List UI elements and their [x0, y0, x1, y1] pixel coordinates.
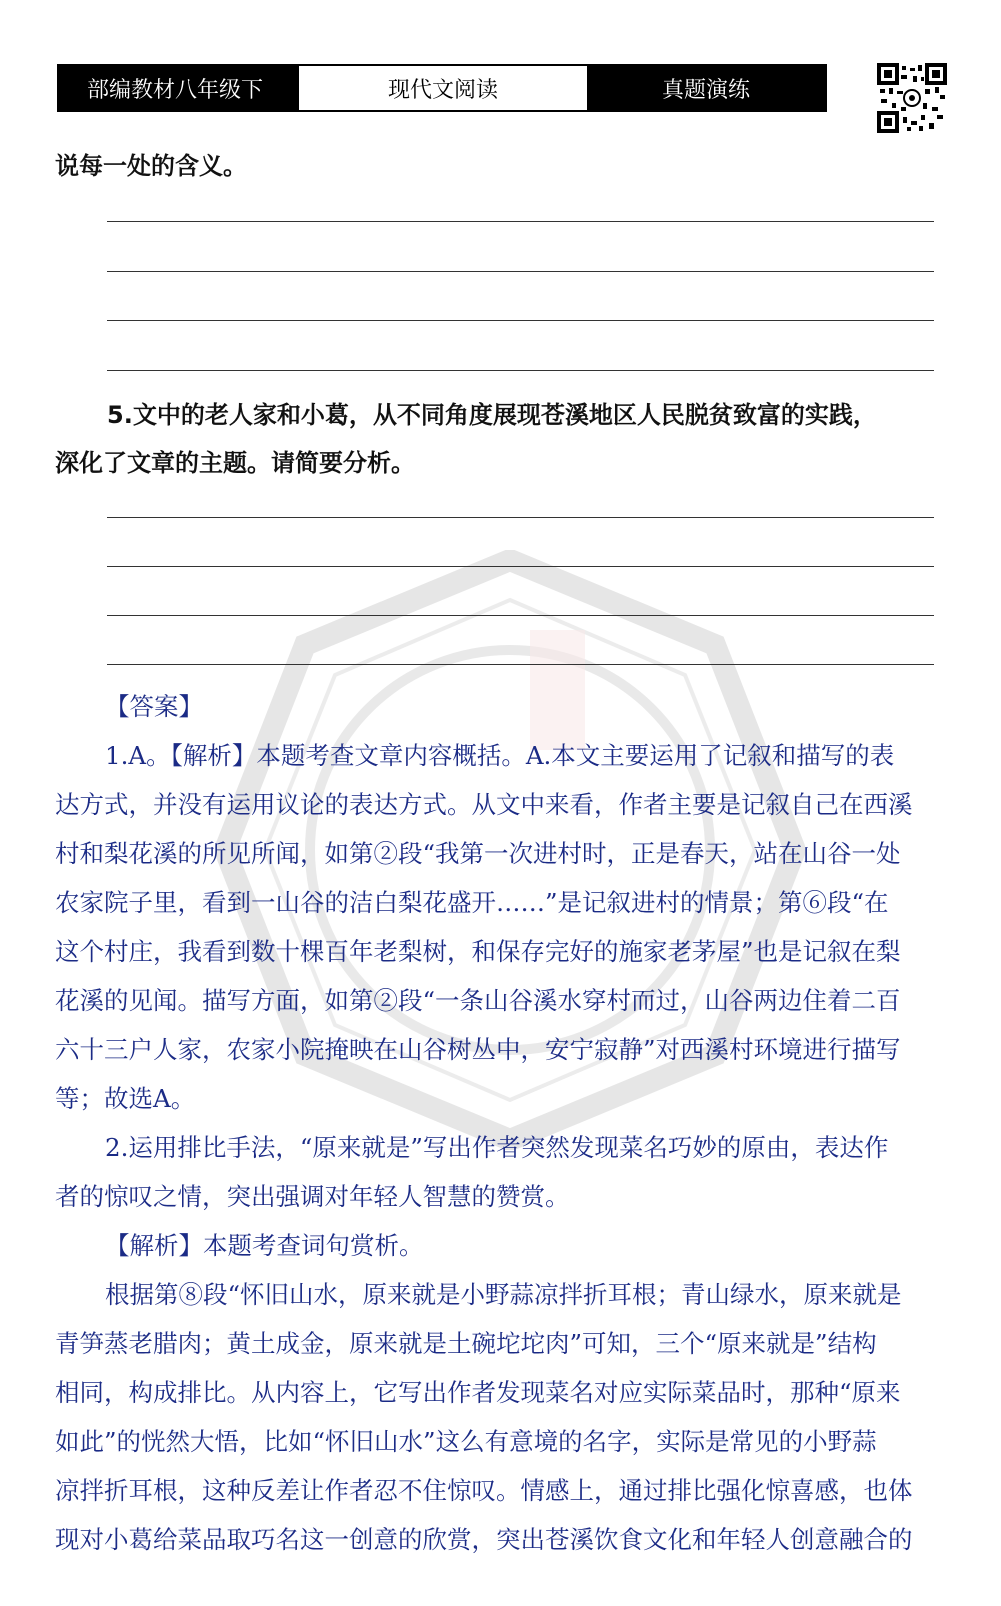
question-tail: 说每一处的含义。: [55, 152, 247, 180]
answer1-line: 六十三户人家，农家小院掩映在山谷树丛中，安宁寂静”对西溪村环境进行描写: [55, 1035, 901, 1064]
answer2-detail-line: 凉拌折耳根，这种反差让作者忍不住惊叹。情感上，通过排比强化惊喜感，也体: [55, 1476, 913, 1505]
question5-line1: 5.文中的老人家和小葛，从不同角度展现苍溪地区人民脱贫致富的实践，: [107, 401, 877, 429]
answer-line: [107, 271, 934, 272]
answer-line: [107, 320, 934, 321]
header-grade: 部编教材八年级下: [59, 66, 299, 110]
header-section: 真题演练: [587, 66, 825, 110]
answer1-line: 花溪的见闻。描写方面，如第②段“一条山谷溪水穿村而过，山谷两边住着二百: [55, 986, 901, 1015]
answer2-line: 者的惊叹之情，突出强调对年轻人智慧的赞赏。: [55, 1182, 570, 1211]
answer-line: [107, 370, 934, 371]
answer2-detail-line: 相同，构成排比。从内容上，它写出作者发现菜名对应实际菜品时，那种“原来: [55, 1378, 901, 1407]
question5-line2: 深化了文章的主题。请简要分析。: [55, 449, 415, 477]
header-topic: 现代文阅读: [299, 66, 587, 110]
answer1-line: 1.A。【解析】本题考查文章内容概括。A.本文主要运用了记叙和描写的表: [105, 741, 895, 770]
answer2-detail-line: 如此”的恍然大悟，比如“怀旧山水”这么有意境的名字，实际是常见的小野蒜: [55, 1427, 877, 1456]
answer1-line: 农家院子里，看到一山谷的洁白梨花盛开……”是记叙进村的情景；第⑥段“在: [55, 888, 889, 917]
answer1-line: 等；故选A。: [55, 1084, 196, 1113]
answer-line: [107, 566, 934, 567]
answer1-line: 村和梨花溪的所见所闻，如第②段“我第一次进村时，正是春天，站在山谷一处: [55, 839, 901, 868]
answer1-line: 达方式，并没有运用议论的表达方式。从文中来看，作者主要是记叙自己在西溪: [55, 790, 913, 819]
answer-heading: 【答案】: [105, 692, 203, 721]
answer-line: [107, 221, 934, 222]
answer2-line: 2.运用排比手法，“原来就是”写出作者突然发现菜名巧妙的原由，表达作: [105, 1133, 889, 1162]
answer1-line: 这个村庄，我看到数十棵百年老梨树，和保存完好的施家老茅屋”也是记叙在梨: [55, 937, 901, 966]
answer-line: [107, 664, 934, 665]
answer-line: [107, 517, 934, 518]
answer2-detail-line: 现对小葛给菜品取巧名这一创意的欣赏，突出苍溪饮食文化和年轻人创意融合的: [55, 1525, 913, 1554]
answer2-detail-line: 根据第⑧段“怀旧山水，原来就是小野蒜凉拌折耳根；青山绿水，原来就是: [105, 1280, 902, 1309]
qr-code-icon: [877, 63, 947, 133]
header-bar: [57, 64, 827, 112]
answer2-detail-line: 青笋蒸老腊肉；黄土成金，原来就是土碗坨坨肉”可知，三个“原来就是”结构: [55, 1329, 877, 1358]
answer2-analysis: 【解析】本题考查词句赏析。: [105, 1231, 424, 1260]
answer-line: [107, 615, 934, 616]
